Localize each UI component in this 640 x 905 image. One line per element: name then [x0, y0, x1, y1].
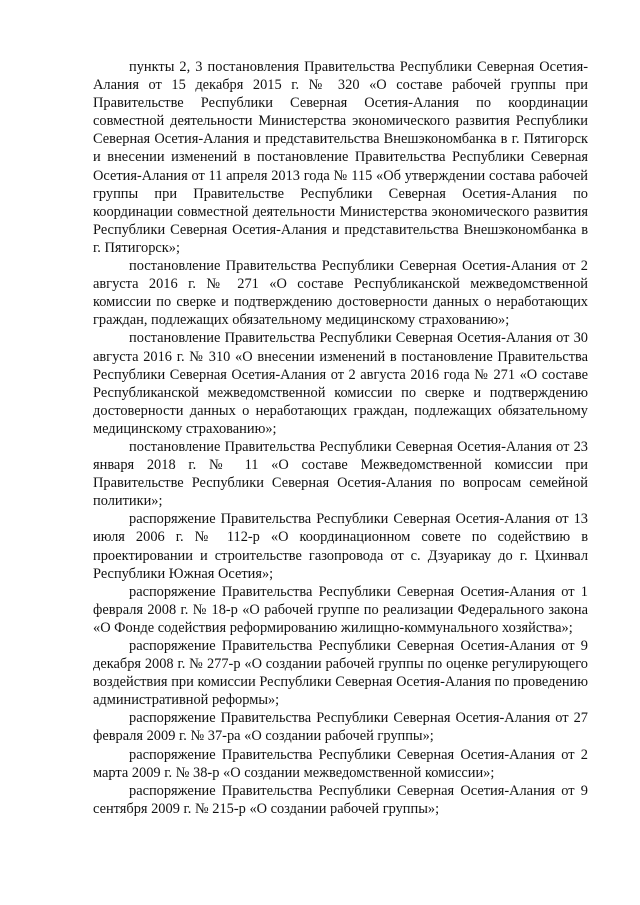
paragraph-item-6: распоряжение Правительства Республики Северная Осетия-Алания от 1 февраля 2008 г. № 18-р «О рабочей группе по реализации Федерального закона «О Фонде содействия реформированию жилищно-коммунального хозяйства»;	[93, 583, 588, 636]
paragraph-item-1: пункты 2, 3 постановления Правительства Республики Северная Осетия-Алания от 15 декабря 2015 г. № 320 «О составе рабочей группы при Правительстве Республики Северная Осетия-Алания по координации совместной деятельности Министерства экономического развития Республики Северная Осетия-Алания и представительства Внешэкономбанка в г. Пятигорск и внесении изменений в постановление Правительства Республики Северная Осетия-Алания от 11 апреля 2013 года № 115 «Об утверждении состава рабочей группы при Правительстве Республики Северная Осетия-Алания по координации совместной деятельности Министерства экономического развития Республики Северная Осетия-Алания и представительства Внешэкономбанка в г. Пятигорск»;	[93, 59, 588, 256]
paragraph-item-8: распоряжение Правительства Республики Северная Осетия-Алания от 27 февраля 2009 г. № 37-ра «О создании рабочей группы»;	[93, 710, 588, 745]
paragraph-item-7: распоряжение Правительства Республики Северная Осетия-Алания от 9 декабря 2008 г. № 277-р «О создании рабочей группы по оценке регулирующего воздействия при комиссии Республики Северная Осетия-Алания по проведению административной реформы»;	[93, 638, 588, 709]
paragraph-item-3: постановление Правительства Республики Северная Осетия-Алания от 30 августа 2016 г. № 310 «О внесении изменений в постановление Правительства Республики Северная Осетия-Алания от 2 августа 2016 года № 271 «О составе Республиканской межведомственной комиссии по сверке и подтверждению достоверности данных о неработающих граждан, подлежащих обязательному медицинскому страхованию»;	[93, 330, 588, 437]
paragraph-item-9: распоряжение Правительства Республики Северная Осетия-Алания от 2 марта 2009 г. № 38-р «О создании межведомственной комиссии»;	[93, 746, 588, 781]
paragraph-item-5: распоряжение Правительства Республики Северная Осетия-Алания от 13 июля 2006 г. № 112-р «О координационном совете по содействию в проектировании и строительстве газопровода от с. Дзуарикау до г. Цхинвал Республики Южная Осетия»;	[93, 511, 588, 582]
paragraph-item-2: постановление Правительства Республики Северная Осетия-Алания от 2 августа 2016 г. № 271 «О составе Республиканской межведомственной комиссии по сверке и подтверждению достоверности данных о неработающих граждан, подлежащих обязательному медицинскому страхованию»;	[93, 258, 588, 329]
paragraph-item-10: распоряжение Правительства Республики Северная Осетия-Алания от 9 сентября 2009 г. № 215-р «О создании рабочей группы»;	[93, 782, 588, 817]
paragraph-item-4: постановление Правительства Республики Северная Осетия-Алания от 23 января 2018 г. № 11 «О составе Межведомственной комиссии при Правительстве Республики Северная Осетия-Алания по вопросам семейной политики»;	[93, 438, 588, 510]
